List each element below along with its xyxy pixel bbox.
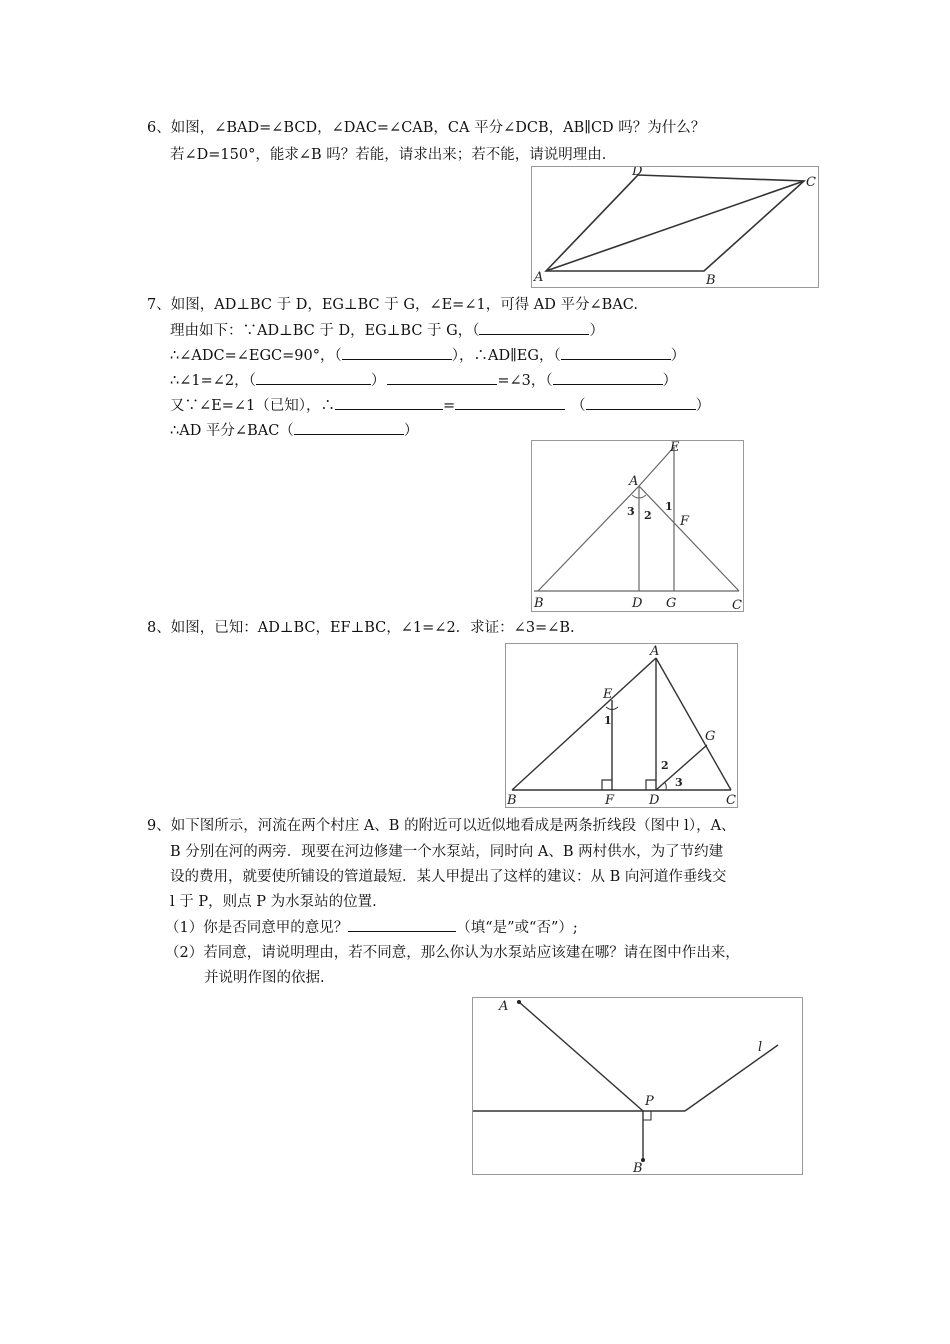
q6-label-d: D xyxy=(632,167,643,179)
q7-label-f: F xyxy=(680,514,690,529)
answer-blank[interactable] xyxy=(342,346,452,360)
q8-label-g: G xyxy=(705,729,716,744)
q6-diagonal-ac xyxy=(546,181,804,271)
answer-blank[interactable] xyxy=(455,396,565,410)
q8-label-e: E xyxy=(603,687,613,702)
q7-label-b: B xyxy=(534,596,544,611)
q7-angle-2: 2 xyxy=(644,509,652,522)
q9-sub2b: 并说明作图的依据. xyxy=(204,970,325,986)
answer-blank[interactable] xyxy=(294,421,404,435)
answer-blank[interactable] xyxy=(586,396,696,410)
q7-angle-1: 1 xyxy=(665,500,673,513)
q7-line6: ∴AD 平分∠BAC（ ） xyxy=(170,423,419,439)
q7-label-d: D xyxy=(632,596,643,611)
q8-label-d: D xyxy=(649,793,660,807)
q7-label-e: E xyxy=(670,441,680,455)
q8-label-c: C xyxy=(726,793,736,807)
q7-line2: 理由如下：∵AD⊥BC 于 D，EG⊥BC 于 G，（ ） xyxy=(170,323,604,339)
q8-figure xyxy=(505,643,738,808)
q8-angle-1: 1 xyxy=(604,714,612,727)
q7-figure xyxy=(531,440,744,612)
q8-line1: 8、如图，已知：AD⊥BC，EF⊥BC，∠1=∠2．求证：∠3=∠B. xyxy=(147,620,575,636)
answer-blank[interactable] xyxy=(479,321,589,335)
q9-label-p: P xyxy=(645,1094,654,1109)
q7-label-g: G xyxy=(666,596,677,611)
answer-blank[interactable] xyxy=(387,371,497,385)
q9-line1: 9、如下图所示，河流在两个村庄 A、B 的附近可以近似地看成是两条折线段（图中 l），A、 xyxy=(147,818,736,834)
q8-label-f: F xyxy=(605,793,615,807)
q9-figure xyxy=(472,997,803,1175)
q7-line4: ∴∠1=∠2，（ ） =∠3，（ ） xyxy=(170,373,678,389)
q6-line1: 6、如图，∠BAD=∠BCD，∠DAC=∠CAB，CA 平分∠DCB，AB∥CD 吗？为什么？ xyxy=(147,120,706,136)
answer-blank[interactable] xyxy=(553,371,663,385)
q6-line2: 若∠D=150°，能求∠B 吗？若能，请求出来；若不能，请说明理由. xyxy=(170,147,607,163)
q7-label-c: C xyxy=(732,598,742,611)
q7-angle-3: 3 xyxy=(627,505,635,518)
q6-label-b: B xyxy=(706,273,716,287)
q6-figure xyxy=(531,166,819,288)
q8-angle-3: 3 xyxy=(675,776,683,789)
q8-label-b: B xyxy=(507,793,517,807)
q6-label-c: C xyxy=(806,175,816,190)
q7-line3: ∴∠ADC=∠EGC=90°，（ ），∴AD∥EG，（ ） xyxy=(170,348,686,364)
answer-blank[interactable] xyxy=(348,918,456,932)
q9-line2: B 分别在河的两旁．现要在河边修建一个水泵站，同时向 A、B 两村供水，为了节约建 xyxy=(170,844,724,860)
q9-line4: l 于 P，则点 P 为水泵站的位置. xyxy=(170,894,377,910)
q6-parallelogram xyxy=(546,175,804,271)
q9-sub1: （1）你是否同意甲的意见？ （填“是”或“否”）; xyxy=(165,920,578,936)
q8-angle-2: 2 xyxy=(661,759,669,772)
answer-blank[interactable] xyxy=(256,371,371,385)
q7-label-a: A xyxy=(629,474,639,489)
q9-label-l: l xyxy=(758,1040,763,1055)
q9-line3: 设的费用，就要使所铺设的管道最短．某人甲提出了这样的建议：从 B 向河道作垂线交 xyxy=(170,869,727,885)
q7-line1: 7、如图，AD⊥BC 于 D，EG⊥BC 于 G，∠E=∠1，可得 AD 平分∠BAC. xyxy=(147,297,638,313)
q8-label-a: A xyxy=(650,644,660,659)
q9-label-a: A xyxy=(499,999,509,1014)
q9-label-b: B xyxy=(633,1161,643,1174)
answer-blank[interactable] xyxy=(561,346,671,360)
q6-label-a: A xyxy=(534,270,544,285)
answer-blank[interactable] xyxy=(335,396,443,410)
q7-line5: 又∵∠E=∠1（已知），∴ = （ ） xyxy=(170,398,711,414)
q9-sub2: （2）若同意，请说明理由，若不同意，那么你认为水泵站应该建在哪？请在图中作出来， xyxy=(165,945,740,961)
